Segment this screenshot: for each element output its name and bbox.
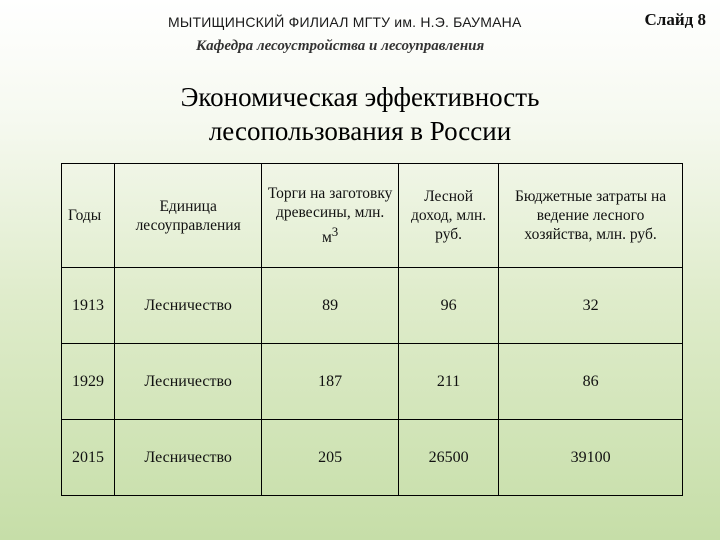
header-income: Лесной доход, млн. руб. bbox=[399, 164, 499, 268]
cell-income: 26500 bbox=[399, 420, 499, 496]
header-year: Годы bbox=[62, 164, 115, 268]
cell-income: 96 bbox=[399, 268, 499, 344]
cell-budget: 86 bbox=[499, 344, 683, 420]
table-header-row bbox=[62, 164, 683, 268]
table-row bbox=[62, 344, 683, 420]
cell-unit: Лесничество bbox=[115, 344, 262, 420]
slide-title-line-1: Экономическая эффективность bbox=[180, 82, 540, 112]
header-unit: Единица лесоуправления bbox=[115, 164, 262, 268]
cell-year: 1913 bbox=[62, 268, 115, 344]
header-timber-text: Торги на заготовку древесины, млн. м bbox=[267, 184, 393, 247]
cell-timber: 187 bbox=[262, 344, 399, 420]
header-budget: Бюджетные затраты на ведение лесного хозяйства, млн. руб. bbox=[499, 164, 683, 268]
header-timber-superscript: 3 bbox=[331, 223, 339, 239]
department-name: Кафедра лесоустройства и лесоуправления bbox=[196, 38, 485, 54]
cell-timber: 89 bbox=[262, 268, 399, 344]
cell-unit: Лесничество bbox=[115, 268, 262, 344]
slide-number: Слайд 8 bbox=[644, 10, 706, 29]
cell-year: 2015 bbox=[62, 420, 115, 496]
slide-title-line-2: лесопользования в России bbox=[208, 116, 512, 146]
cell-budget: 32 bbox=[499, 268, 683, 344]
cell-budget: 39100 bbox=[499, 420, 683, 496]
cell-unit: Лесничество bbox=[115, 420, 262, 496]
forest-economics-table bbox=[61, 163, 683, 496]
cell-income: 211 bbox=[399, 344, 499, 420]
cell-timber: 205 bbox=[262, 420, 399, 496]
table-row bbox=[62, 268, 683, 344]
table-row bbox=[62, 420, 683, 496]
slide-title bbox=[0, 80, 720, 148]
organization-name: МЫТИЩИНСКИЙ ФИЛИАЛ МГТУ им. Н.Э. БАУМАНА bbox=[168, 14, 522, 30]
header-timber bbox=[262, 164, 399, 268]
cell-year: 1929 bbox=[62, 344, 115, 420]
